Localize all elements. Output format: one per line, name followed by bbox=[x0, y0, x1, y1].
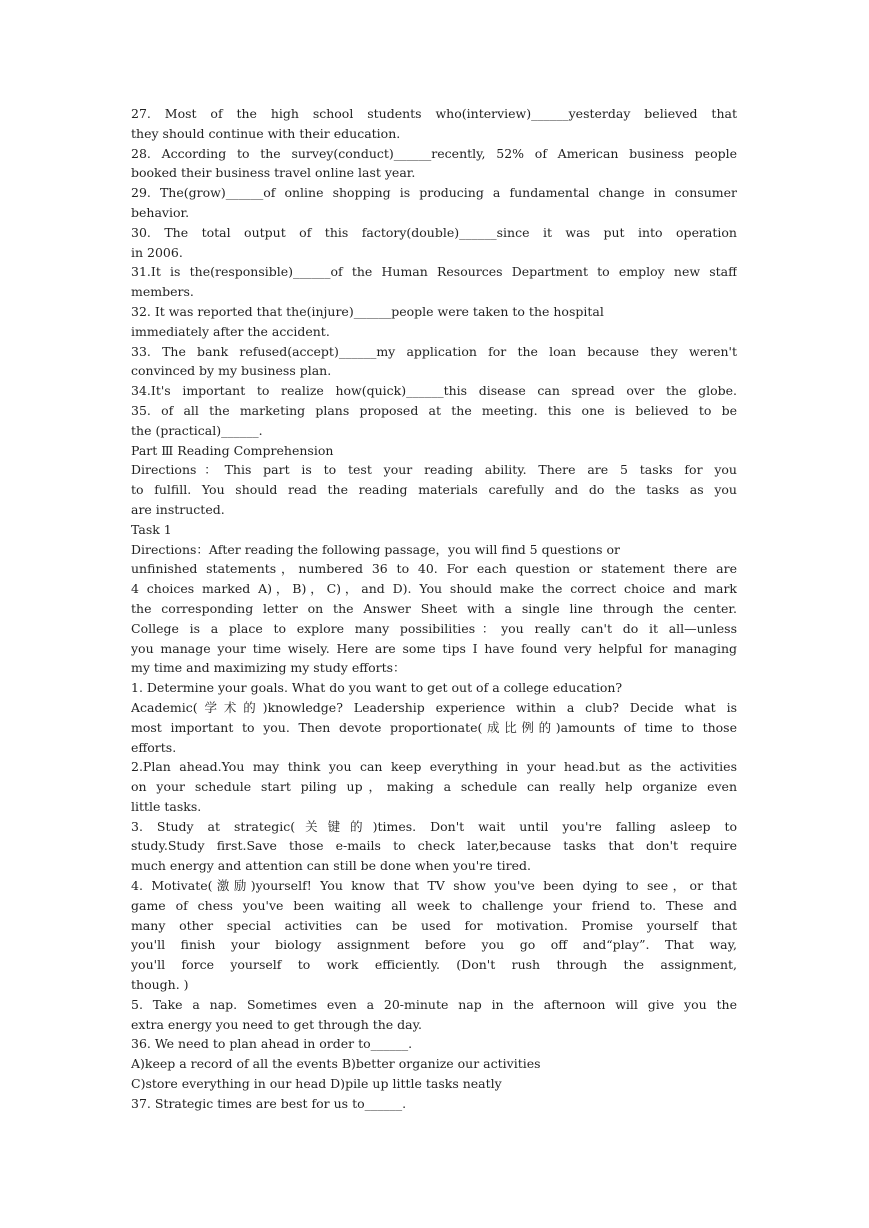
text-line: though. ) bbox=[131, 977, 189, 993]
text-line: convinced by my business plan. bbox=[131, 363, 332, 379]
text-line: 28. According to the survey(conduct)______recently, 52% of American business people bbox=[131, 145, 737, 161]
text-line: 5. Take a nap. Sometimes even a 20-minute nap in the afternoon will give you the bbox=[131, 996, 737, 1012]
text-line: game of chess you've been waiting all week to challenge your friend to. These and bbox=[131, 897, 737, 913]
text-line: Task 1 bbox=[131, 521, 172, 537]
text-line: study.Study first.Save those e-mails to check later,because tasks that don't require bbox=[131, 838, 737, 854]
text-line: much energy and attention can still be done when you're tired. bbox=[131, 858, 531, 874]
text-line: 1. Determine your goals. What do you want to get out of a college education? bbox=[131, 680, 623, 696]
text-line: 36. We need to plan ahead in order to______. bbox=[131, 1036, 413, 1052]
text-line: Directions：After reading the following passage，you will find 5 questions or bbox=[131, 541, 620, 557]
text-line: 34.It's important to realize how(quick)______this disease can spread over the globe. bbox=[131, 383, 737, 399]
text-line: 30. The total output of this factory(double)______since it was put into operation bbox=[131, 224, 737, 240]
text-line: the (practical)______. bbox=[131, 422, 263, 438]
text-line: little tasks. bbox=[131, 798, 202, 814]
text-line: 27. Most of the high school students who(interview)______yesterday believed that bbox=[131, 106, 737, 121]
text-line: 31.It is the(responsible)______of the Human Resources Department to employ new staff bbox=[131, 264, 737, 280]
text-line: many other special activities can be used for motivation. Promise yourself that bbox=[131, 917, 737, 933]
text-line: they should continue with their education. bbox=[131, 125, 401, 141]
text-line: members. bbox=[131, 284, 194, 300]
text-line: Part Ⅲ Reading Comprehension bbox=[131, 442, 334, 458]
text-line: to fulfill. You should read the reading materials carefully and do the tasks as you bbox=[131, 482, 737, 498]
text-line: Academic(学术的)knowledge? Leadership experience within a club? Decide what is bbox=[131, 699, 737, 715]
text-line: you'll force yourself to work efficiently. (Don't rush through the assignment, bbox=[131, 957, 737, 973]
text-line: efforts. bbox=[131, 739, 177, 755]
text-line: C)store everything in our head D)pile up little tasks neatly bbox=[131, 1076, 502, 1092]
text-line: you manage your time wisely. Here are some tips I have found very helpful for managing bbox=[131, 640, 737, 656]
text-line: booked their business travel online last year. bbox=[131, 165, 416, 181]
text-line: 37. Strategic times are best for us to______. bbox=[131, 1095, 407, 1111]
text-line: 29. The(grow)______of online shopping is producing a fundamental change in consumer bbox=[131, 185, 737, 201]
text-line: 32. It was reported that the(injure)______people were taken to the hospital bbox=[131, 303, 604, 319]
text-line: 35. of all the marketing plans proposed at the meeting. this one is believed to be bbox=[131, 402, 737, 418]
document-body bbox=[131, 104, 737, 1114]
text-line: Directions：This part is to test your reading ability. There are 5 tasks for you bbox=[131, 462, 737, 478]
text-line: unfinished statements，numbered 36 to 40. For each question or statement there are bbox=[131, 561, 737, 577]
text-line: my time and maximizing my study efforts： bbox=[131, 660, 406, 676]
text-line: 33. The bank refused(accept)______my application for the loan because they weren't bbox=[131, 343, 737, 359]
text-line: immediately after the accident. bbox=[131, 323, 330, 339]
text-line: A)keep a record of all the events B)better organize our activities bbox=[131, 1056, 541, 1072]
text-line: 4 choices marked A)，B)，C)，and D). You should make the correct choice and mark bbox=[131, 581, 737, 597]
text-line: on your schedule start piling up，making a schedule can really help organize even bbox=[131, 779, 737, 795]
text-line: most important to you. Then devote proportionate(成比例的)amounts of time to those bbox=[131, 719, 737, 735]
text-line: 3. Study at strategic(关键的)times. Don't wait until you're falling asleep to bbox=[131, 818, 737, 834]
text-line: behavior. bbox=[131, 204, 190, 220]
text-line: the corresponding letter on the Answer Sheet with a single line through the center. bbox=[131, 600, 737, 616]
text-line: are instructed. bbox=[131, 501, 225, 517]
text-line: College is a place to explore many possibilities：you really can't do it all—unless bbox=[131, 620, 737, 636]
text-line: in 2006. bbox=[131, 244, 183, 260]
text-line: 4. Motivate(激励)yourself! You know that TV show you've been dying to see，or that bbox=[131, 878, 737, 894]
text-line: extra energy you need to get through the day. bbox=[131, 1016, 423, 1032]
text-line: you'll finish your biology assignment before you go off and“play”. That way, bbox=[131, 937, 737, 953]
text-line: 2.Plan ahead.You may think you can keep everything in your head.but as the activities bbox=[131, 759, 737, 775]
